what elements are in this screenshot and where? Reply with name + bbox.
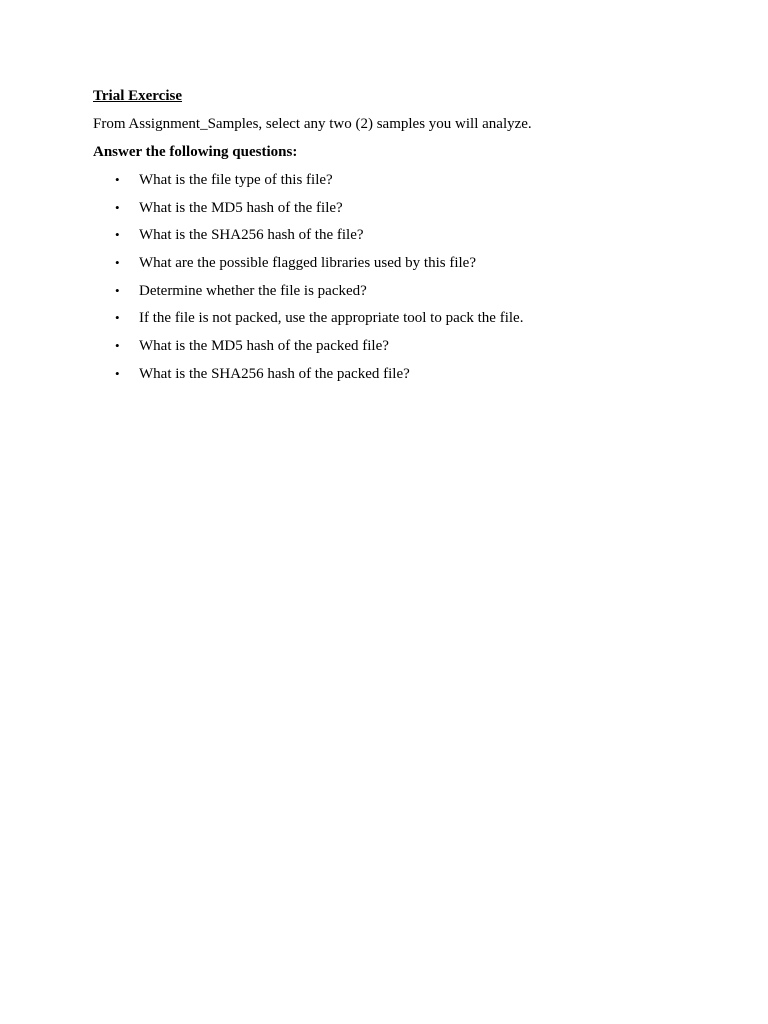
question-text: What is the SHA256 hash of the packed file? xyxy=(139,365,410,382)
question-list xyxy=(93,171,713,383)
question-text: If the file is not packed, use the appropriate tool to pack the file. xyxy=(139,310,524,327)
question-item xyxy=(93,199,713,217)
bullet-icon: • xyxy=(115,365,120,381)
question-item xyxy=(93,337,713,355)
bullet-icon: • xyxy=(115,282,120,298)
question-item xyxy=(93,171,713,189)
intro-text: From Assignment_Samples, select any two (2) samples you will analyze. xyxy=(93,116,532,132)
question-item xyxy=(93,254,713,272)
bullet-icon: • xyxy=(115,310,120,326)
bullet-icon: • xyxy=(115,227,120,243)
question-text: What is the MD5 hash of the file? xyxy=(139,199,343,216)
exercise-heading: Trial Exercise xyxy=(93,88,183,104)
question-item xyxy=(93,226,713,244)
question-item xyxy=(93,365,713,383)
document-page xyxy=(93,87,713,393)
bullet-icon: • xyxy=(115,255,120,271)
questions-prompt: Answer the following questions: xyxy=(93,144,298,160)
question-text: What is the MD5 hash of the packed file? xyxy=(139,338,389,355)
bullet-icon: • xyxy=(115,199,120,215)
question-text: Determine whether the file is packed? xyxy=(139,282,367,299)
bullet-icon: • xyxy=(115,338,120,354)
bullet-icon: • xyxy=(115,172,120,187)
question-text: What is the file type of this file? xyxy=(139,172,333,188)
question-item xyxy=(93,309,713,327)
question-text: What is the SHA256 hash of the file? xyxy=(139,227,364,244)
question-item xyxy=(93,282,713,300)
question-text: What are the possible flagged libraries used by this file? xyxy=(139,255,476,272)
